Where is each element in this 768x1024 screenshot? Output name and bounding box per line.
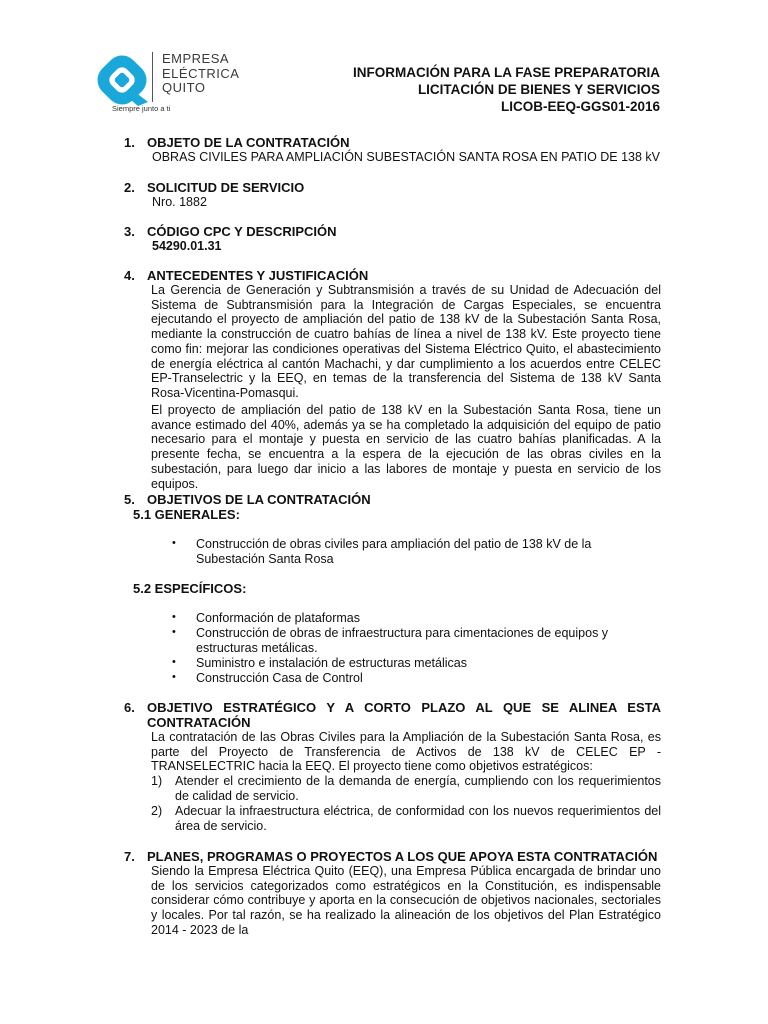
- section-1-text: OBRAS CIVILES PARA AMPLIACIÓN SUBESTACIÓN SANTA ROSA EN PATIO DE 138 kV: [152, 150, 661, 164]
- section-4-number: 4.: [124, 268, 135, 283]
- general-objective-item: Construcción de obras civiles para ampliación del patio de 138 kV de la Subestación Santa Rosa: [196, 537, 592, 566]
- section-2-text: Nro. 1882: [152, 195, 207, 209]
- quito-logo-icon: [86, 50, 166, 110]
- specific-objective-item: Construcción de obras de infraestructura para cimentaciones de equipos y estructuras metálicas.: [196, 626, 609, 655]
- header-line-3: LICOB-EEQ-GGS01-2016: [500, 99, 660, 114]
- section-6-number: 6.: [124, 700, 135, 715]
- section-5-number: 5.: [124, 492, 135, 507]
- section-2-number: 2.: [124, 180, 135, 195]
- section-3-code: 54290.01.31: [152, 239, 222, 253]
- section-4-paragraph-1: La Gerencia de Generación y Subtransmisión a través de su Unidad de Adecuación del Sistema de Subtransmisión para la Integración de Cargas Especiales, se encuentra ejecutando el proyecto de ampliación del patio de 138 kV de la Subestación Santa Rosa, mediante la construcción de cuatro bahías de línea a nivel de 138 kV. Este proyecto tiene como fin: mejorar las condiciones operativas del Sistema Eléctrico Quito, el abastecimiento de energía eléctrica al cantón Machachi, y dar cumplimiento a los acuerdos entre CELEC EP-Transelectric y la EEQ, en temas de la transferencia del Sistema de 138 kV Santa Rosa-Vicentina-Pomasqui.: [151, 283, 661, 400]
- numbered-item-marker: 2): [151, 804, 163, 818]
- numbered-item-marker: 1): [151, 774, 163, 788]
- section-3-number: 3.: [124, 224, 135, 239]
- section-7-paragraph: Siendo la Empresa Eléctrica Quito (EEQ), una Empresa Pública encargada de brindar uno de los servicios categorizados como estratégicos en la Constitución, es indispensable considerar cómo contribuye y aporta en la consecución de objetivos nacionales, sectoriales y locales. Por tal razón, se ha realizado la alineación de los objetivos del Plan Estratégico 2014 - 2023 de la: [151, 864, 661, 937]
- logo-line-3: QUITO: [162, 80, 206, 95]
- bullet-dot: •: [172, 671, 176, 683]
- logo-line-1: EMPRESA: [162, 51, 230, 66]
- logo-tagline: Siempre junto a ti: [112, 104, 171, 113]
- specific-objective-item: Construcción Casa de Control: [196, 671, 363, 685]
- section-1-title: OBJETO DE LA CONTRATACIÓN: [147, 135, 350, 150]
- section-5-title: OBJETIVOS DE LA CONTRATACIÓN: [147, 492, 371, 507]
- section-4-title: ANTECEDENTES Y JUSTIFICACIÓN: [147, 268, 369, 283]
- section-5-2-title: 5.2 ESPECÍFICOS:: [133, 581, 247, 596]
- logo-wordmark: [162, 52, 239, 96]
- header-line-2: LICITACIÓN DE BIENES Y SERVICIOS: [417, 82, 660, 97]
- section-6-paragraph: La contratación de las Obras Civiles para la Ampliación de la Subestación Santa Rosa, es parte del Proyecto de Transferencia de Activos de 138 kV de CELEC EP - TRANSELECTRIC hacia la EEQ. El proyecto tiene como objetivos estratégicos:: [151, 730, 661, 774]
- logo-line-2: ELÉCTRICA: [162, 65, 240, 81]
- specific-objective-item: Suministro e instalación de estructuras metálicas: [196, 656, 467, 670]
- section-6-title: OBJETIVO ESTRATÉGICO Y A CORTO PLAZO AL QUE SE ALINEA ESTA CONTRATACIÓN: [147, 700, 661, 730]
- specific-objective-item: Conformación de plataformas: [196, 611, 360, 625]
- logo-divider: [152, 52, 153, 102]
- section-7-number: 7.: [124, 849, 135, 864]
- section-3-title: CÓDIGO CPC Y DESCRIPCIÓN: [147, 224, 337, 239]
- bullet-dot: •: [172, 611, 176, 623]
- section-7-title: PLANES, PROGRAMAS O PROYECTOS A LOS QUE APOYA ESTA CONTRATACIÓN: [147, 849, 658, 864]
- numbered-item-text: Atender el crecimiento de la demanda de energía, cumpliendo con los requerimientos de calidad de servicio.: [175, 774, 661, 803]
- bullet-dot: •: [172, 537, 176, 549]
- bullet-dot: •: [172, 656, 176, 668]
- bullet-dot: •: [172, 626, 176, 638]
- section-5-1-title: 5.1 GENERALES:: [133, 507, 240, 522]
- section-4-paragraph-2: El proyecto de ampliación del patio de 138 kV en la Subestación Santa Rosa, tiene un avance estimado del 40%, además ya se ha completado la adquisición del equipo de patio necesario para el montaje y puesta en servicio de las cuatro bahías planificadas. A la presente fecha, se encuentra a la espera de la ejecución de las obras civiles en la subestación, para luego dar inicio a las labores de montaje y puesta en servicio de los equipos.: [151, 403, 661, 491]
- numbered-item-text: Adecuar la infraestructura eléctrica, de conformidad con los nuevos requerimientos del área de servicio.: [175, 804, 661, 833]
- document-header: [353, 64, 660, 115]
- section-2-title: SOLICITUD DE SERVICIO: [147, 180, 305, 195]
- header-line-1: INFORMACIÓN PARA LA FASE PREPARATORIA: [352, 65, 660, 80]
- section-1-number: 1.: [124, 135, 135, 150]
